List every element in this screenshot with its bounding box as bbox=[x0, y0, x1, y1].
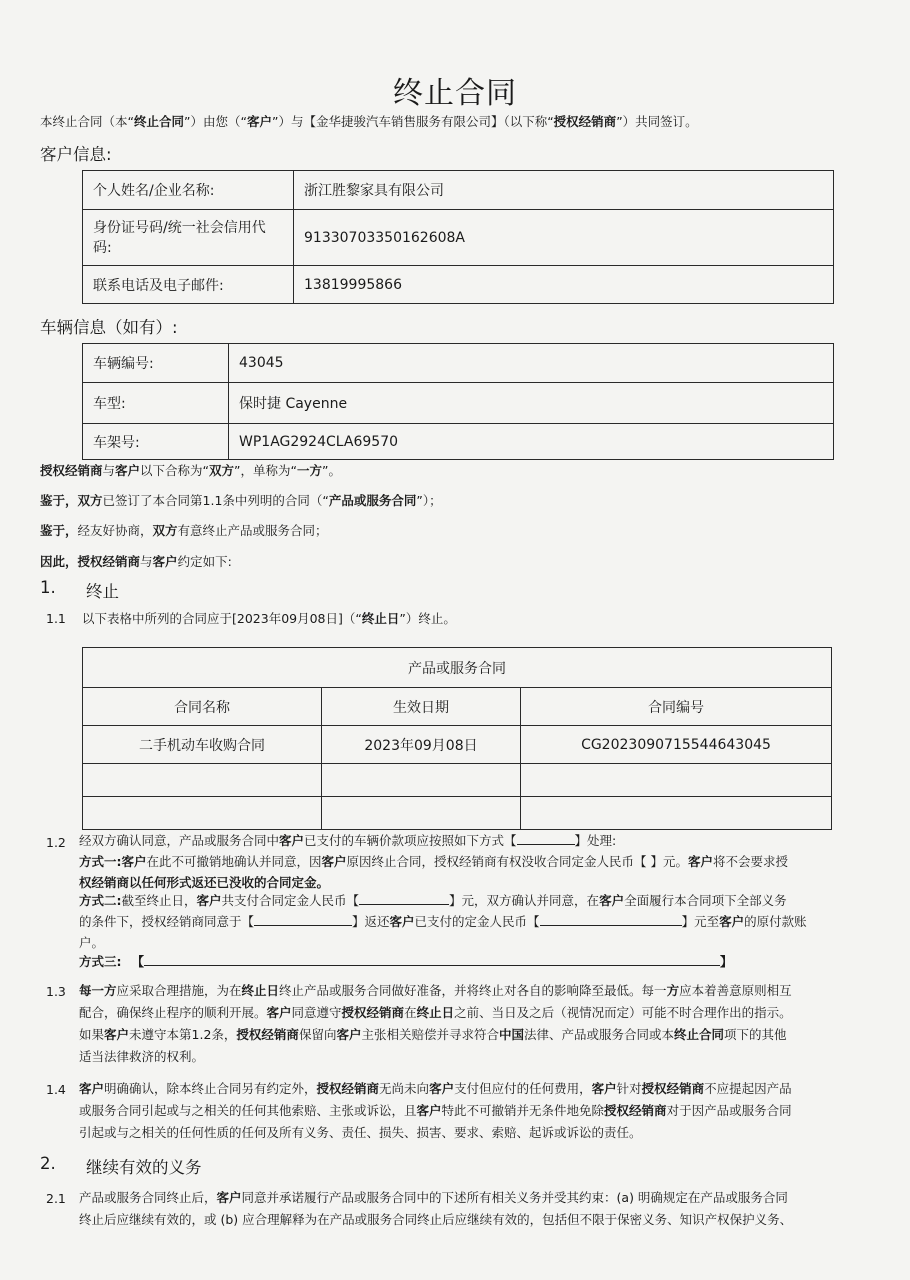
table-cell bbox=[83, 797, 322, 830]
contract-table-header: 产品或服务合同 bbox=[83, 648, 832, 688]
c12-bracket: 】 bbox=[720, 954, 733, 969]
vehicle-value: 43045 bbox=[229, 344, 834, 383]
clause-1-2-method-3 bbox=[79, 950, 733, 974]
table-row bbox=[83, 764, 832, 797]
c12-text: 】元，双方确认并同意，在 bbox=[449, 893, 600, 908]
table-row bbox=[83, 797, 832, 830]
vehicle-row bbox=[83, 383, 834, 424]
clause-1-2-method-1-cont: 权经销商以任何形式返还已没收的合同定金。 bbox=[79, 875, 330, 890]
c13-text: 同意遵守 bbox=[291, 1005, 342, 1020]
vehicle-value: WP1AG2924CLA69570 bbox=[229, 424, 834, 460]
intro-text-4: ”）共同签订。 bbox=[616, 114, 698, 129]
intro-text-3: ”）与【金华捷骏汽车销售服务有限公司】（以下称“ bbox=[271, 114, 554, 129]
table-cell bbox=[521, 797, 832, 830]
c12-text: 将不会要求授 bbox=[713, 854, 789, 869]
therefore-clause bbox=[40, 551, 232, 573]
c13-text: 应本着善意原则相互 bbox=[679, 983, 792, 998]
c13-text: 之前、当日及之后（视情况而定）可能不时合理作出的指示。 bbox=[454, 1005, 792, 1020]
c14-text: 无尚未向 bbox=[379, 1081, 430, 1096]
contract-table-header-row bbox=[83, 648, 832, 688]
section-1-title: 终止 bbox=[86, 582, 119, 601]
method-3-blank[interactable] bbox=[144, 951, 720, 966]
whereas1-bold-2: 双方 bbox=[77, 493, 103, 508]
parties-text-2: 以下合称为“ bbox=[140, 463, 210, 478]
clause-1-2-method-2-end: 户。 bbox=[79, 935, 105, 950]
parties-bold-4: 一方 bbox=[297, 463, 323, 478]
customer-value: 浙江胜黎家具有限公司 bbox=[294, 171, 834, 210]
whereas2-bold-2: 双方 bbox=[152, 523, 178, 538]
whereas-clause-2 bbox=[40, 520, 328, 542]
therefore-bold-3: 客户 bbox=[152, 554, 178, 569]
c11-bold-1: 终止日 bbox=[361, 611, 400, 626]
whereas2-bold-1: 鉴于， bbox=[40, 523, 78, 538]
c14-bold: 授权经销商 bbox=[316, 1081, 380, 1096]
c12-text: 在此不可撤销地确认并同意，因 bbox=[146, 854, 322, 869]
section-2-number: 2. bbox=[40, 1154, 56, 1173]
c12-bold: 客户 bbox=[121, 854, 147, 869]
table-cell bbox=[322, 797, 521, 830]
c12-text: 截至终止日， bbox=[121, 893, 197, 908]
intro-bold-2: 客户 bbox=[246, 114, 272, 129]
vehicle-label: 车架号: bbox=[83, 424, 229, 460]
deposit-amount-blank[interactable] bbox=[359, 890, 449, 905]
table-cell bbox=[521, 764, 832, 797]
whereas1-text-1: 已签订了本合同第1.1条中列明的合同（“ bbox=[102, 493, 329, 508]
c12-bold: 客户 bbox=[321, 854, 347, 869]
vehicle-value: 保时捷 Cayenne bbox=[229, 383, 834, 424]
clause-1-1-text bbox=[82, 608, 456, 630]
intro-text-1: 本终止合同（本“ bbox=[40, 114, 134, 129]
intro-text-2: ”）由您（“ bbox=[184, 114, 247, 129]
c13-text: 保留向 bbox=[298, 1027, 337, 1042]
c14-bold: 授权经销商 bbox=[604, 1103, 667, 1118]
vehicle-row bbox=[83, 424, 834, 460]
c14-bold: 客户 bbox=[591, 1081, 617, 1096]
clause-1-3-line-3 bbox=[79, 1023, 787, 1047]
refund-date-blank[interactable] bbox=[254, 911, 352, 926]
therefore-text-1: 与 bbox=[140, 554, 153, 569]
c14-text: 对于因产品或服务合同 bbox=[666, 1103, 792, 1118]
c14-text: 特此不可撤销并无条件地免除 bbox=[441, 1103, 605, 1118]
parties-bold-3: 双方 bbox=[209, 463, 235, 478]
c12-text: 】返还 bbox=[352, 914, 390, 929]
clause-1-4-line-1 bbox=[79, 1077, 792, 1101]
clause-2-1-number: 2.1 bbox=[46, 1191, 66, 1206]
customer-row bbox=[83, 210, 834, 266]
vehicle-row bbox=[83, 344, 834, 383]
clause-1-3-line-4: 适当法律救济的权利。 bbox=[79, 1049, 205, 1064]
parties-text-4: ”。 bbox=[322, 463, 341, 478]
c12-text: 已支付的车辆价款项应按照如下方式【 bbox=[304, 833, 517, 848]
whereas-clause-1 bbox=[40, 490, 442, 512]
parties-text-3: ”，单称为“ bbox=[234, 463, 297, 478]
c13-bold: 中国 bbox=[498, 1027, 524, 1042]
c12-text: 经双方确认同意，产品或服务合同中 bbox=[79, 833, 280, 848]
vehicle-label: 车辆编号: bbox=[83, 344, 229, 383]
c13-text: 如果 bbox=[79, 1027, 105, 1042]
c13-text: 应采取合理措施，为在 bbox=[116, 983, 242, 998]
c13-bold: 每一方 bbox=[79, 983, 117, 998]
c14-text: 支付但应付的任何费用， bbox=[454, 1081, 592, 1096]
table-row bbox=[83, 726, 832, 764]
customer-label: 联系电话及电子邮件: bbox=[83, 266, 294, 304]
c12-bold: 客户 bbox=[279, 833, 305, 848]
c13-bold: 终止日 bbox=[416, 1005, 455, 1020]
clause-1-3-line-2 bbox=[79, 1001, 792, 1025]
c21-bold: 客户 bbox=[216, 1190, 242, 1205]
c12-text: 的原付款账 bbox=[744, 914, 807, 929]
intro-paragraph bbox=[40, 111, 698, 133]
table-cell bbox=[322, 764, 521, 797]
table-cell: 2023年09月08日 bbox=[322, 726, 521, 764]
c14-text: 不应提起因产品 bbox=[704, 1081, 792, 1096]
c12-bold: 客户 bbox=[599, 893, 625, 908]
method-1-label: 方式一: bbox=[79, 854, 122, 869]
clause-1-2-line-1 bbox=[79, 829, 616, 853]
c12-text: 共支付合同定金人民币【 bbox=[221, 893, 360, 908]
c12-text: 】处理: bbox=[574, 833, 617, 848]
c12-bold: 客户 bbox=[719, 914, 745, 929]
whereas1-text-2: ”）； bbox=[416, 493, 442, 508]
customer-label: 个人姓名/企业名称: bbox=[83, 171, 294, 210]
clause-1-4-line-2 bbox=[79, 1099, 792, 1123]
whereas2-text-2: 有意终止产品或服务合同； bbox=[177, 523, 328, 538]
column-header: 合同名称 bbox=[83, 688, 322, 726]
clause-1-2-method-2 bbox=[79, 889, 787, 913]
clause-1-2-method-1 bbox=[79, 850, 788, 874]
table-cell: CG20230907155446430​45 bbox=[521, 726, 832, 764]
c13-bold: 终止日 bbox=[241, 983, 280, 998]
c13-bold: 终止合同 bbox=[674, 1027, 725, 1042]
method-2-label: 方式二: bbox=[79, 893, 122, 908]
clause-2-1-line-1 bbox=[79, 1186, 788, 1210]
c13-bold: 客户 bbox=[266, 1005, 292, 1020]
vehicle-info-table bbox=[82, 343, 834, 460]
clause-1-3-line-1 bbox=[79, 979, 792, 1003]
whereas2-text-1: 经友好协商， bbox=[77, 523, 153, 538]
whereas1-bold-1: 鉴于， bbox=[40, 493, 78, 508]
c13-text: 配合，确保终止程序的顺利开展。 bbox=[79, 1005, 267, 1020]
c12-bracket: 【 bbox=[131, 954, 145, 969]
therefore-bold-1: 因此， bbox=[40, 554, 78, 569]
c21-text: 产品或服务合同终止后， bbox=[79, 1190, 217, 1205]
c12-text: 全面履行本合同项下全部义务 bbox=[624, 893, 787, 908]
c12-text: 的条件下，授权经销商同意于【 bbox=[79, 914, 255, 929]
c13-bold: 方 bbox=[666, 983, 680, 998]
customer-row bbox=[83, 266, 834, 304]
c13-text: 未遵守本第1.2条， bbox=[129, 1027, 237, 1042]
c12-bold: 客户 bbox=[688, 854, 714, 869]
c11-text-1: 以下表格中所列的合同应于[2023年09月08日]（“ bbox=[82, 611, 362, 626]
c13-text: 终止产品或服务合同做好准备，并将终止对各自的影响降至最低。每一 bbox=[279, 983, 667, 998]
c13-text: 项下的其他 bbox=[724, 1027, 787, 1042]
parties-text-1: 与 bbox=[102, 463, 116, 478]
customer-label: 身份证号码/统一社会信用代码: bbox=[83, 210, 294, 266]
customer-info-table bbox=[82, 170, 834, 304]
method-3-label: 方式三: bbox=[79, 954, 122, 969]
parties-definition bbox=[40, 460, 341, 482]
contract-table-columns bbox=[83, 688, 832, 726]
c13-bold: 客户 bbox=[336, 1027, 362, 1042]
clause-1-2-number: 1.2 bbox=[46, 835, 66, 850]
whereas1-bold-3: 产品或服务合同 bbox=[328, 493, 417, 508]
therefore-text-2: 约定如下: bbox=[177, 554, 232, 569]
c13-text: 法律、产品或服务合同或本 bbox=[524, 1027, 675, 1042]
c14-bold: 客户 bbox=[416, 1103, 442, 1118]
clause-1-1-number: 1.1 bbox=[46, 611, 66, 626]
c13-bold: 授权经销商 bbox=[236, 1027, 299, 1042]
contract-table bbox=[82, 647, 832, 830]
column-header: 生效日期 bbox=[322, 688, 521, 726]
table-cell: 二手机动车收购合同 bbox=[83, 726, 322, 764]
c21-text: 同意并承诺履行产品或服务合同中的下述所有相关义务并受其约束：(a) 明确规定在产品或服务合同 bbox=[241, 1190, 788, 1205]
intro-bold-1: 终止合同 bbox=[133, 114, 184, 129]
clause-1-3-number: 1.3 bbox=[46, 984, 66, 999]
vehicle-info-heading: 车辆信息（如有）: bbox=[40, 318, 178, 337]
customer-row bbox=[83, 171, 834, 210]
method-choice-blank[interactable] bbox=[517, 830, 575, 845]
c14-bold: 授权经销商 bbox=[641, 1081, 705, 1096]
c13-text: 主张相关赔偿并寻求符合 bbox=[361, 1027, 499, 1042]
c12-text: 已支付的定金人民币【 bbox=[414, 914, 540, 929]
intro-bold-3: 授权经销商 bbox=[553, 114, 617, 129]
c14-text: 或服务合同引起或与之相关的任何其他索赔、主张或诉讼，且 bbox=[79, 1103, 417, 1118]
c14-text: 明确确认，除本终止合同另有约定外， bbox=[104, 1081, 317, 1096]
column-header: 合同编号 bbox=[521, 688, 832, 726]
c13-text: 在 bbox=[404, 1005, 417, 1020]
parties-bold-2: 客户 bbox=[115, 463, 141, 478]
c13-bold: 客户 bbox=[104, 1027, 130, 1042]
clause-1-4-line-3: 引起或与之相关的任何性质的任何及所有义务、责任、损失、损害、要求、索赔、起诉或诉讼的责任。 bbox=[79, 1125, 642, 1140]
table-cell bbox=[83, 764, 322, 797]
clause-1-4-number: 1.4 bbox=[46, 1082, 66, 1097]
c13-bold: 授权经销商 bbox=[341, 1005, 405, 1020]
therefore-bold-2: 授权经销商 bbox=[77, 554, 141, 569]
c14-bold: 客户 bbox=[429, 1081, 455, 1096]
c12-bold: 客户 bbox=[389, 914, 415, 929]
refund-amount-blank[interactable] bbox=[540, 911, 682, 926]
document-title: 终止合同 bbox=[393, 76, 517, 111]
c14-text: 针对 bbox=[616, 1081, 642, 1096]
customer-value: 13819995866 bbox=[294, 266, 834, 304]
customer-info-heading: 客户信息: bbox=[40, 145, 112, 164]
parties-bold-1: 授权经销商 bbox=[40, 463, 103, 478]
c11-text-2: ”）终止。 bbox=[399, 611, 456, 626]
c12-text: 】元至 bbox=[681, 914, 720, 929]
c14-bold: 客户 bbox=[79, 1081, 105, 1096]
clause-2-1-line-2: 终止后应继续有效的，或 (b) 应合理解释为在产品或服务合同终止后应继续有效的，包括但不限于保密义务、知识产权保护义务、 bbox=[79, 1212, 793, 1227]
clause-1-2-method-2-cont bbox=[79, 910, 807, 934]
customer-value: 91330703350162608A bbox=[294, 210, 834, 266]
section-1-number: 1. bbox=[40, 578, 56, 597]
section-2-title: 继续有效的义务 bbox=[86, 1158, 202, 1177]
vehicle-label: 车型: bbox=[83, 383, 229, 424]
c12-text: 原因终止合同，授权经销商有权没收合同定金人民币【 】元。 bbox=[346, 854, 689, 869]
c12-bold: 客户 bbox=[196, 893, 222, 908]
